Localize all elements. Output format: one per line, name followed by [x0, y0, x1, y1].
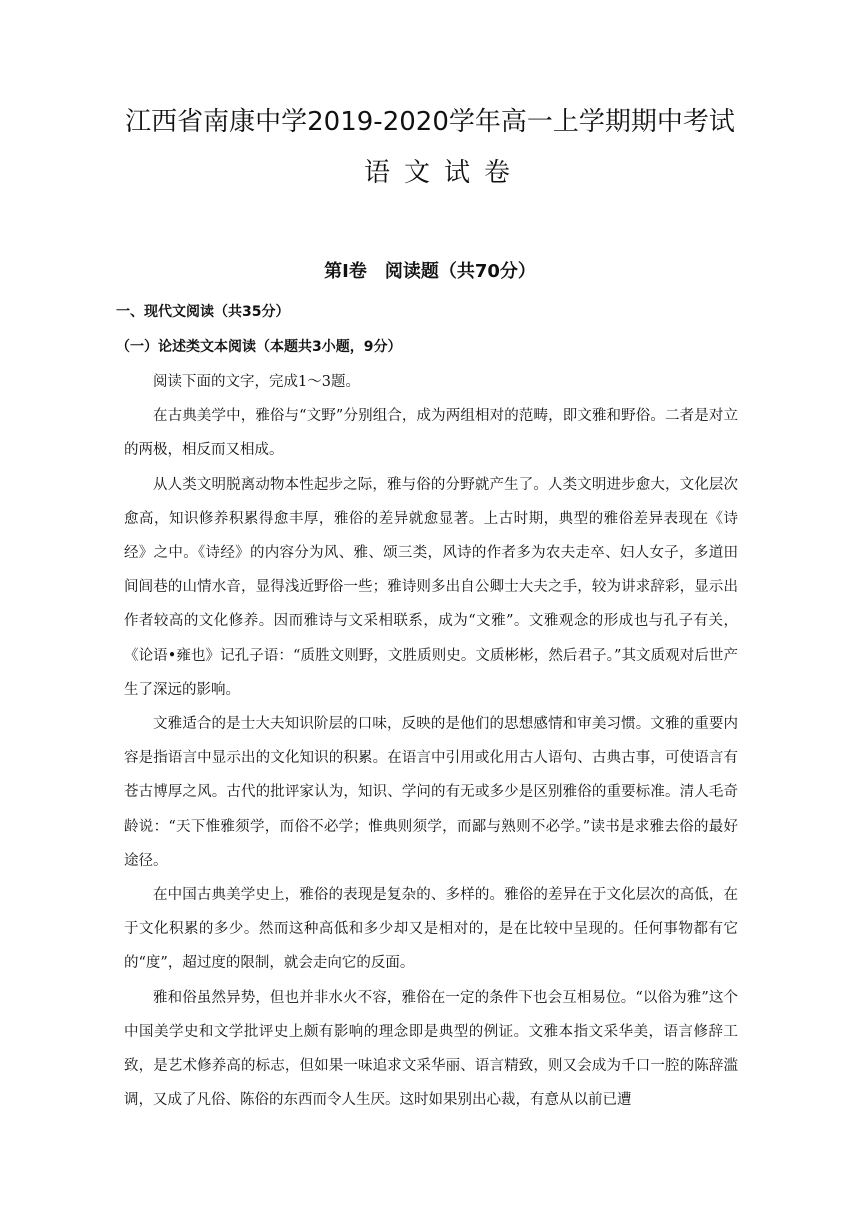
- paragraph: 文雅适合的是士大夫知识阶层的口味，反映的是他们的思想感情和审美习惯。文雅的重要内容是指语言中显示出的文化知识的积累。在语言中引用或化用古人语句、古典古事，可使语言有苍古博厚之风。古代的批评家认为，知识、学问的有无或多少是区别雅俗的重要标准。清人毛奇龄说：“天下惟雅须学，而俗不必学；惟典则须学，而鄙与熟则不必学。”读书是求雅去俗的最好途径。: [124, 716, 738, 869]
- document-title: 江西省南康中学2019-2020学年高一上学期期中考试: [125, 107, 735, 137]
- reading-passage: [124, 365, 738, 1117]
- section-title: 第Ⅰ卷 阅读题（共70分）: [324, 261, 536, 282]
- paragraph: 在中国古典美学史上，雅俗的表现是复杂的、多样的。雅俗的差异在于文化层次的高低，在于文化积累的多少。然而这种高低和多少却又是相对的，是在比较中呈现的。任何事物都有它的“度”，超过度的限制，就会走向它的反面。: [124, 887, 738, 972]
- part-heading: 一、现代文阅读（共35分）: [116, 304, 290, 320]
- instruction-paragraph: 阅读下面的文字，完成1～3题。: [153, 374, 360, 390]
- paragraph: 从人类文明脱离动物本性起步之际，雅与俗的分野就产生了。人类文明进步愈大，文化层次愈高，知识修养积累得愈丰厚，雅俗的差异就愈显著。上古时期，典型的雅俗差异表现在《诗经》之中。《诗经》的内容分为风、雅、颂三类，风诗的作者多为农夫走卒、妇人女子，多道田间闾巷的山情水音，显得浅近野俗一些；雅诗则多出自公卿士大夫之手，较为讲求辞彩，显示出作者较高的文化修养。因而雅诗与文采相联系，成为“文雅”。文雅观念的形成也与孔子有关，《论语•雍也》记孔子语：“质胜文则野，文胜质则史。文质彬彬，然后君子。”其文质观对后世产生了深远的影响。: [124, 476, 738, 698]
- paragraph: 雅和俗虽然异势，但也并非水火不容，雅俗在一定的条件下也会互相易位。“以俗为雅”这个中国美学史和文学批评史上颇有影响的理念即是典型的例证。文雅本指文采华美，语言修辞工致，是艺术修养高的标志，但如果一味追求文采华丽、语言精致，则又会成为千口一腔的陈辞滥调，又成了凡俗、陈俗的东西而令人生厌。这时如果别出心裁，有意从以前已遭: [124, 989, 738, 1109]
- document-subtitle: 语文试卷: [363, 158, 524, 188]
- sub-heading: （一）论述类文本阅读（本题共3小题，9分）: [116, 339, 402, 355]
- paragraph: 在古典美学中，雅俗与“文野”分别组合，成为两组相对的范畴，即文雅和野俗。二者是对立的两极，相反而又相成。: [124, 408, 738, 459]
